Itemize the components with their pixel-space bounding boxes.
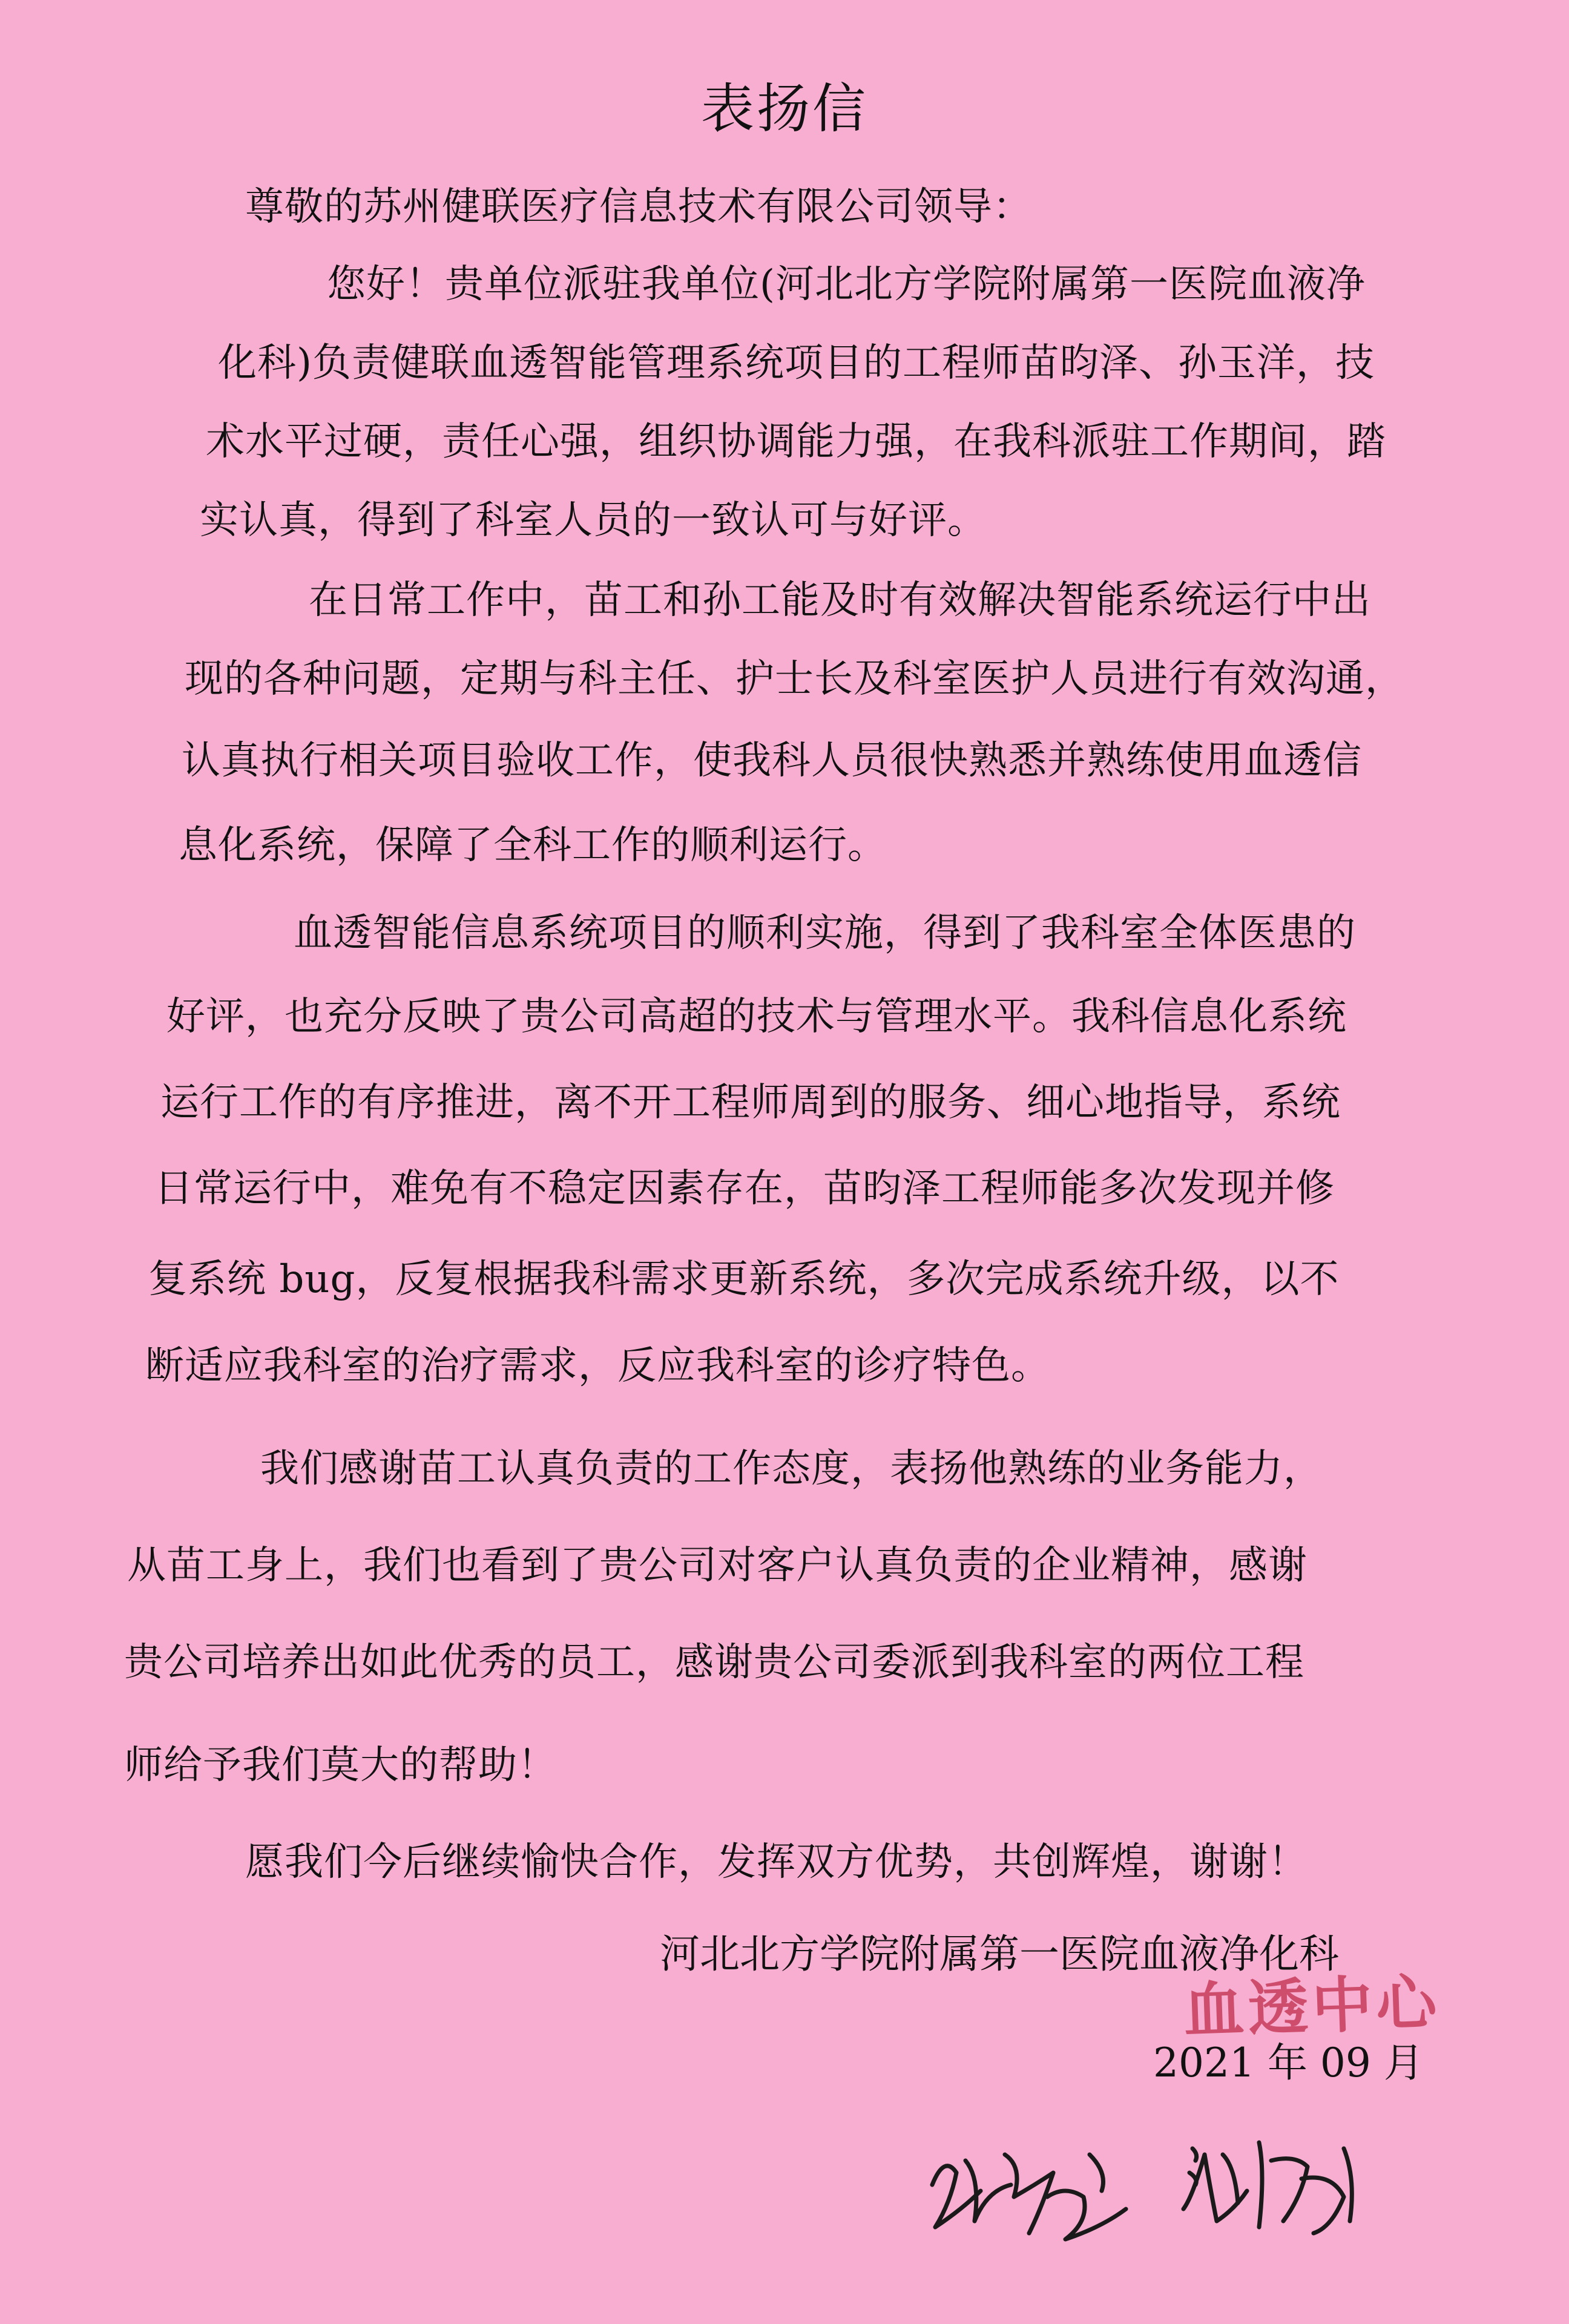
paragraph-2-line-1: 在日常工作中，苗工和孙工能及时有效解决智能系统运行中出 bbox=[309, 578, 1371, 623]
letter-date: 2021 年 09 月 bbox=[1153, 2040, 1424, 2086]
seal-stamp: 血透中心 bbox=[1182, 1966, 1442, 2047]
paragraph-5-line-1: 愿我们今后继续愉快合作，发挥双方优势，共创辉煌，谢谢！ bbox=[245, 1840, 1308, 1885]
paragraph-1-line-4: 实认真，得到了科室人员的一致认可与好评。 bbox=[200, 498, 987, 543]
paragraph-4-line-4: 师给予我们莫大的帮助！ bbox=[124, 1743, 557, 1788]
handwritten-signatures bbox=[908, 2118, 1392, 2257]
paragraph-1-line-3: 术水平过硬，责任心强，组织协调能力强，在我科派驻工作期间，踏 bbox=[206, 419, 1386, 464]
paragraph-4-line-2: 从苗工身上，我们也看到了贵公司对客户认真负责的企业精神，感谢 bbox=[127, 1543, 1308, 1588]
paragraph-3-line-2: 好评，也充分反映了贵公司高超的技术与管理水平。我科信息化系统 bbox=[166, 994, 1347, 1039]
paragraph-2-line-3: 认真执行相关项目验收工作，使我科人员很快熟悉并熟练使用血透信 bbox=[182, 738, 1362, 783]
paragraph-4-line-3: 贵公司培养出如此优秀的员工，感谢贵公司委派到我科室的两位工程 bbox=[124, 1640, 1304, 1685]
paragraph-3-line-1: 血透智能信息系统项目的顺利实施，得到了我科室全体医患的 bbox=[294, 911, 1356, 956]
paragraph-1-line-2: 化科)负责健联血透智能管理系统项目的工程师苗昀泽、孙玉洋，技 bbox=[218, 341, 1375, 386]
letter-title: 表扬信 bbox=[700, 77, 868, 140]
paragraph-1-line-1: 您好！贵单位派驻我单位(河北北方学院附属第一医院血液净 bbox=[327, 262, 1366, 307]
paragraph-4-line-1: 我们感谢苗工认真负责的工作态度，表扬他熟练的业务能力， bbox=[260, 1446, 1323, 1491]
sender-organization: 河北北方学院附属第一医院血液净化科 bbox=[660, 1931, 1339, 1977]
paragraph-3-line-6: 断适应我科室的治疗需求，反应我科室的诊疗特色。 bbox=[145, 1344, 1050, 1388]
paragraph-3-line-4: 日常运行中，难免有不稳定因素存在，苗昀泽工程师能多次发现并修 bbox=[154, 1166, 1335, 1211]
paragraph-2-line-4: 息化系统，保障了全科工作的顺利运行。 bbox=[179, 823, 887, 868]
paragraph-3-line-3: 运行工作的有序推进，离不开工程师周到的服务、细心地指导，系统 bbox=[160, 1080, 1341, 1125]
paragraph-2-line-2: 现的各种问题，定期与科主任、护士长及科室医护人员进行有效沟通， bbox=[185, 657, 1404, 701]
paragraph-3-line-5: 复系统 bug，反复根据我科需求更新系统，多次完成系统升级，以不 bbox=[148, 1257, 1340, 1302]
salutation: 尊敬的苏州健联医疗信息技术有限公司领导： bbox=[245, 185, 1032, 229]
